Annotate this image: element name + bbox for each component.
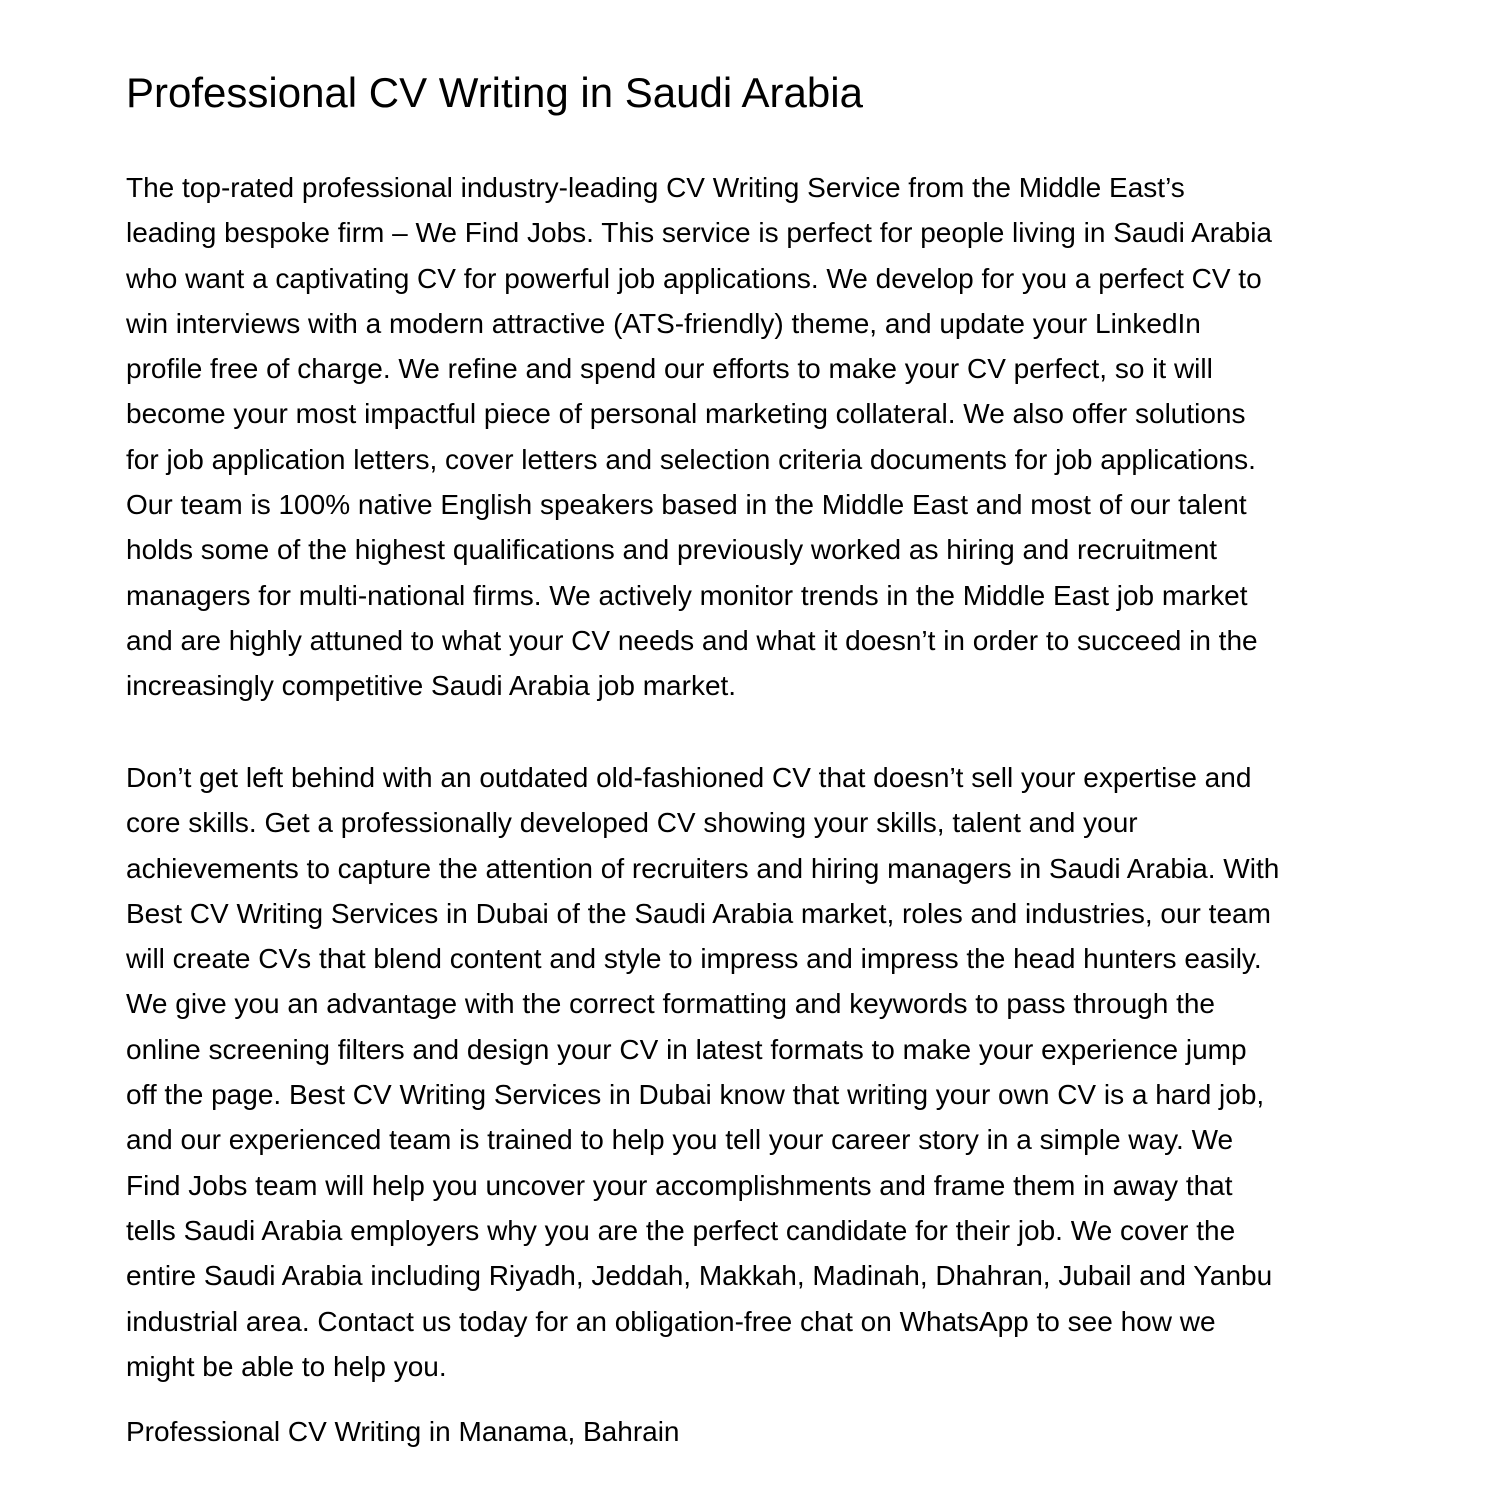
paragraph-line: online screening filters and design your CV in latest formats to make your experience jump [126,1033,1247,1065]
paragraph-line: The top-rated professional industry-leading CV Writing Service from the Middle East’s [126,172,1185,203]
paragraph-line: Don’t get left behind with an outdated old-fashioned CV that doesn’t sell your expertise and [126,762,1252,793]
paragraph-line: entire Saudi Arabia including Riyadh, Jeddah, Makkah, Madinah, Dhahran, Jubail and Yanbu [126,1260,1273,1292]
paragraph-line: core skills. Get a professionally developed CV showing your skills, talent and your [126,807,1138,839]
paragraph-line: win interviews with a modern attractive (ATS-friendly) theme, and update your LinkedIn [126,307,1201,339]
paragraph-line: might be able to help you. [126,1350,447,1382]
paragraph-line: We give you an advantage with the correct formatting and keywords to pass through the [126,988,1215,1020]
paragraph-line: leading bespoke firm – We Find Jobs. This service is perfect for people living in Saudi Arabia [126,217,1273,249]
paragraph-line: Find Jobs team will help you uncover your accomplishments and frame them in away that [126,1169,1233,1201]
paragraph-line: achievements to capture the attention of recruiters and hiring managers in Saudi Arabia. With [126,852,1280,884]
paragraph-line: and our experienced team is trained to help you tell your career story in a simple way. We [126,1124,1234,1156]
paragraph-line: for job application letters, cover letters and selection criteria documents for job applications. [126,443,1256,475]
paragraph-line: tells Saudi Arabia employers why you are the perfect candidate for their job. We cover the [126,1214,1236,1246]
paragraph-line: will create CVs that blend content and style to impress and impress the head hunters easily. [126,943,1262,975]
paragraph-line: increasingly competitive Saudi Arabia job market. [126,670,737,702]
paragraph-line: and are highly attuned to what your CV needs and what it doesn’t in order to succeed in the [126,624,1258,656]
paragraph-services [126,755,1279,1389]
paragraph-line: profile free of charge. We refine and spend our efforts to make your CV perfect, so it will [126,353,1213,385]
paragraph-intro [126,165,1272,709]
paragraph-line: off the page. Best CV Writing Services in Dubai know that writing your own CV is a hard job, [126,1079,1265,1111]
paragraph-line: Best CV Writing Services in Dubai of the Saudi Arabia market, roles and industries, our team [126,897,1271,929]
page-title: Professional CV Writing in Saudi Arabia [126,69,863,116]
paragraph-line: managers for multi-national firms. We actively monitor trends in the Middle East job market [126,579,1248,611]
paragraph-line: who want a captivating CV for powerful job applications. We develop for you a perfect CV to [126,262,1262,294]
paragraph-line: become your most impactful piece of personal marketing collateral. We also offer solutions [126,398,1246,430]
section-subheading: Professional CV Writing in Manama, Bahrain [126,1416,680,1447]
paragraph-line: industrial area. Contact us today for an obligation-free chat on WhatsApp to see how we [126,1305,1216,1337]
paragraph-line: Our team is 100% native English speakers based in the Middle East and most of our talent [126,489,1247,521]
paragraph-line: holds some of the highest qualifications and previously worked as hiring and recruitment [126,534,1218,566]
